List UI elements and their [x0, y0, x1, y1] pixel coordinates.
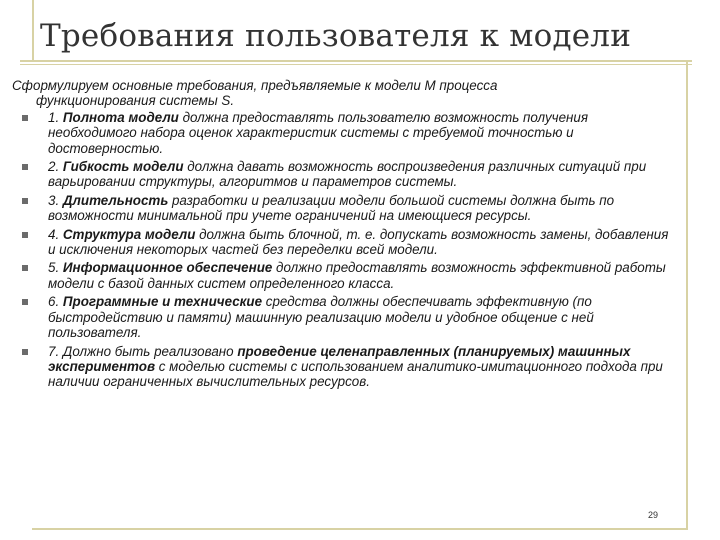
square-bullet-icon: [22, 198, 28, 204]
list-item: 6. Программные и технические средства должны обеспечивать эффективную (по быстродействию и памяти) машинную реализацию модели и удобное общение с ней пользователя.: [12, 294, 674, 340]
list-item: 4. Структура модели должна быть блочной, т. е. допускать возможность замены, добавления и исключения некоторых частей без переделки всей модели.: [12, 227, 674, 258]
slide-title: Требования пользователя к модели: [40, 18, 632, 54]
square-bullet-icon: [22, 349, 28, 355]
list-item: 5. Информационное обеспечение должно предоставлять возможность эффективной работы модели с базой данных систем определенного класса.: [12, 260, 674, 291]
list-item: 2. Гибкость модели должна давать возможность воспроизведения различных ситуаций при варьировании структуры, алгоритмов и параметров системы.: [12, 159, 674, 190]
square-bullet-icon: [22, 232, 28, 238]
square-bullet-icon: [22, 164, 28, 170]
slide-content: [12, 78, 674, 393]
list-item: 1. Полнота модели должна предоставлять пользователю возможность получения необходимого набора оценок характеристик системы с требуемой точностью и достоверностью.: [12, 110, 674, 156]
page-number: 29: [648, 510, 659, 520]
square-bullet-icon: [22, 299, 28, 305]
intro-paragraph: [12, 78, 674, 109]
square-bullet-icon: [22, 115, 28, 121]
title-underline: [20, 60, 692, 62]
requirements-list: [12, 110, 674, 390]
frame-vertical-left: [32, 0, 34, 60]
intro-line-1: Сформулируем основные требования, предъявляемые к модели M процесса: [12, 78, 498, 93]
list-item: 7. Должно быть реализовано проведение целенаправленных (планируемых) машинных экспериментов с моделью системы с использованием аналитико-имитационного подхода при наличии ограниченных вычислительных ресурсов.: [12, 344, 674, 390]
list-item: 3. Длительность разработки и реализации модели большой системы должна быть по возможности минимальной при учете ограничений на имеющиеся ресурсы.: [12, 193, 674, 224]
frame-bottom-line: [32, 528, 688, 530]
frame-vertical-right: [686, 60, 688, 530]
intro-line-2: функционирования системы S.: [36, 93, 235, 109]
title-underline-thin: [20, 64, 692, 65]
square-bullet-icon: [22, 265, 28, 271]
